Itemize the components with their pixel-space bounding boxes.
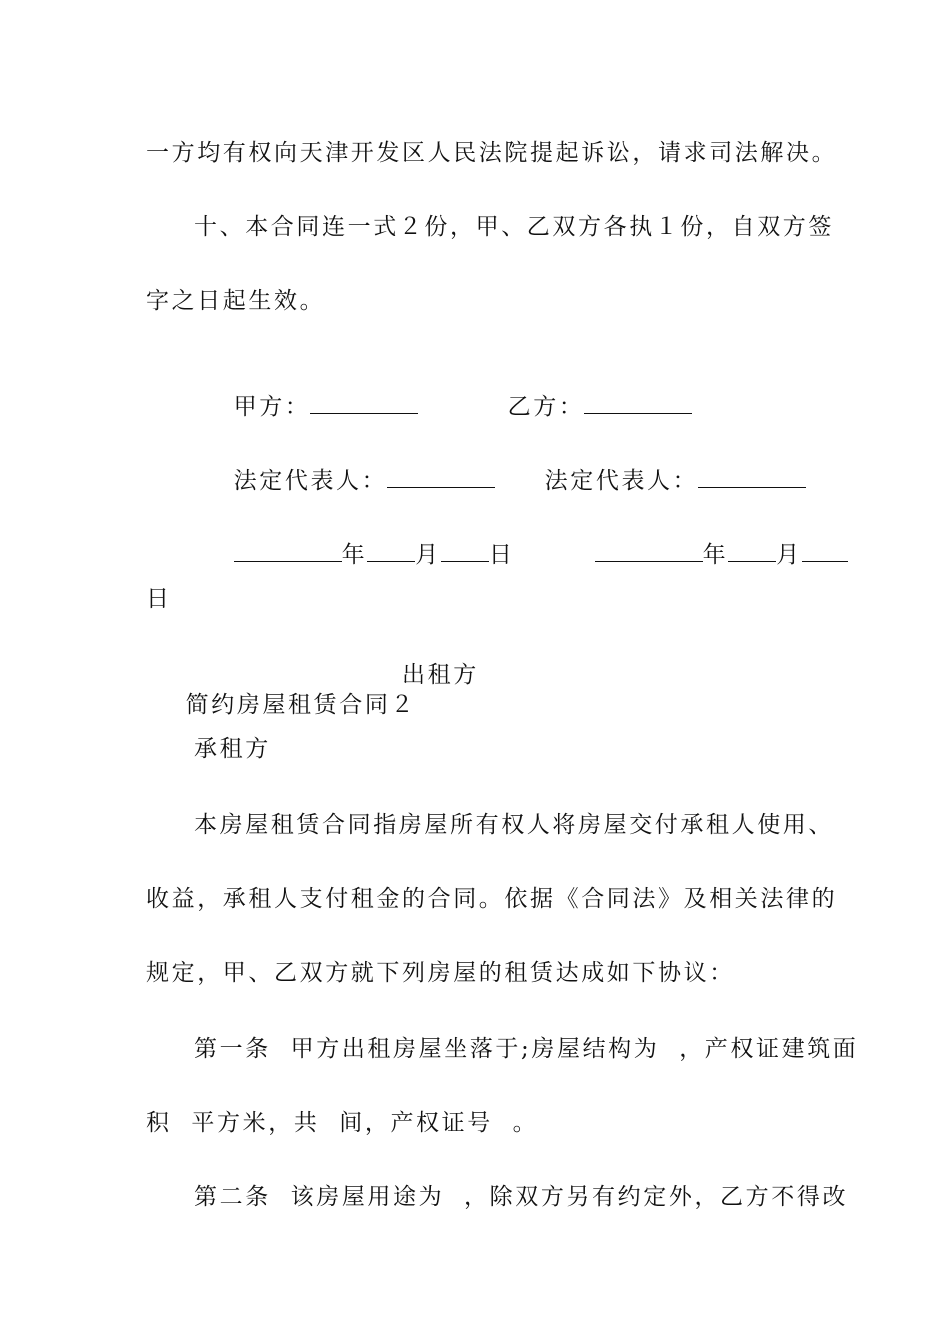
party-a-blank (310, 393, 418, 414)
year-blank (595, 541, 703, 562)
year-label: 年 (702, 542, 729, 568)
paragraph-line: 字之日起生效。 (146, 288, 326, 314)
rep-a-blank (387, 467, 495, 488)
date-b (555, 510, 848, 600)
party-b-blank (584, 393, 692, 414)
lessor-label: 出租方 (402, 662, 479, 688)
day-label: 日 (488, 542, 515, 568)
paragraph-line: 一方均有权向天津开发区人民法院提起诉讼，请求司法解决。 (146, 140, 838, 166)
year-blank (234, 541, 342, 562)
month-label: 月 (776, 542, 802, 568)
day-wrap: 日 (146, 586, 172, 612)
month-blank (728, 541, 776, 562)
month-blank (367, 541, 415, 562)
rep-a-label: 法定代表人： (233, 468, 388, 494)
paragraph-line: 十、本合同连一式２份，甲、乙双方各执１份，自双方签 (194, 214, 834, 240)
rep-b-label: 法定代表人： (544, 468, 699, 494)
paragraph-line: 规定，甲、乙双方就下列房屋的租赁达成如下协议： (146, 960, 735, 986)
paragraph-line: 第一条 甲方出租房屋坐落于;房屋结构为 ，产权证建筑面 (194, 1036, 859, 1062)
month-label: 月 (415, 542, 441, 568)
year-label: 年 (341, 542, 368, 568)
date-a (194, 510, 514, 600)
party-b-label: 乙方： (507, 394, 585, 420)
title-text: 简约房屋租赁合同２ (185, 692, 417, 718)
paragraph-line: 收益，承租人支付租金的合同。依据《合同法》及相关法律的 (146, 886, 838, 912)
rep-b-blank (698, 467, 806, 488)
lessee-label: 承租方 (194, 736, 271, 762)
paragraph-line: 本房屋租赁合同指房屋所有权人将房屋交付承租人使用、 (194, 812, 834, 838)
day-blank (441, 541, 489, 562)
paragraph-line: 积 平方米，共 间，产权证号 。 (146, 1110, 539, 1136)
party-a-label: 甲方： (233, 394, 311, 420)
contract-title (146, 660, 416, 750)
day-blank (802, 541, 848, 562)
paragraph-line: 第二条 该房屋用途为 ，除双方另有约定外，乙方不得改 (194, 1184, 849, 1210)
